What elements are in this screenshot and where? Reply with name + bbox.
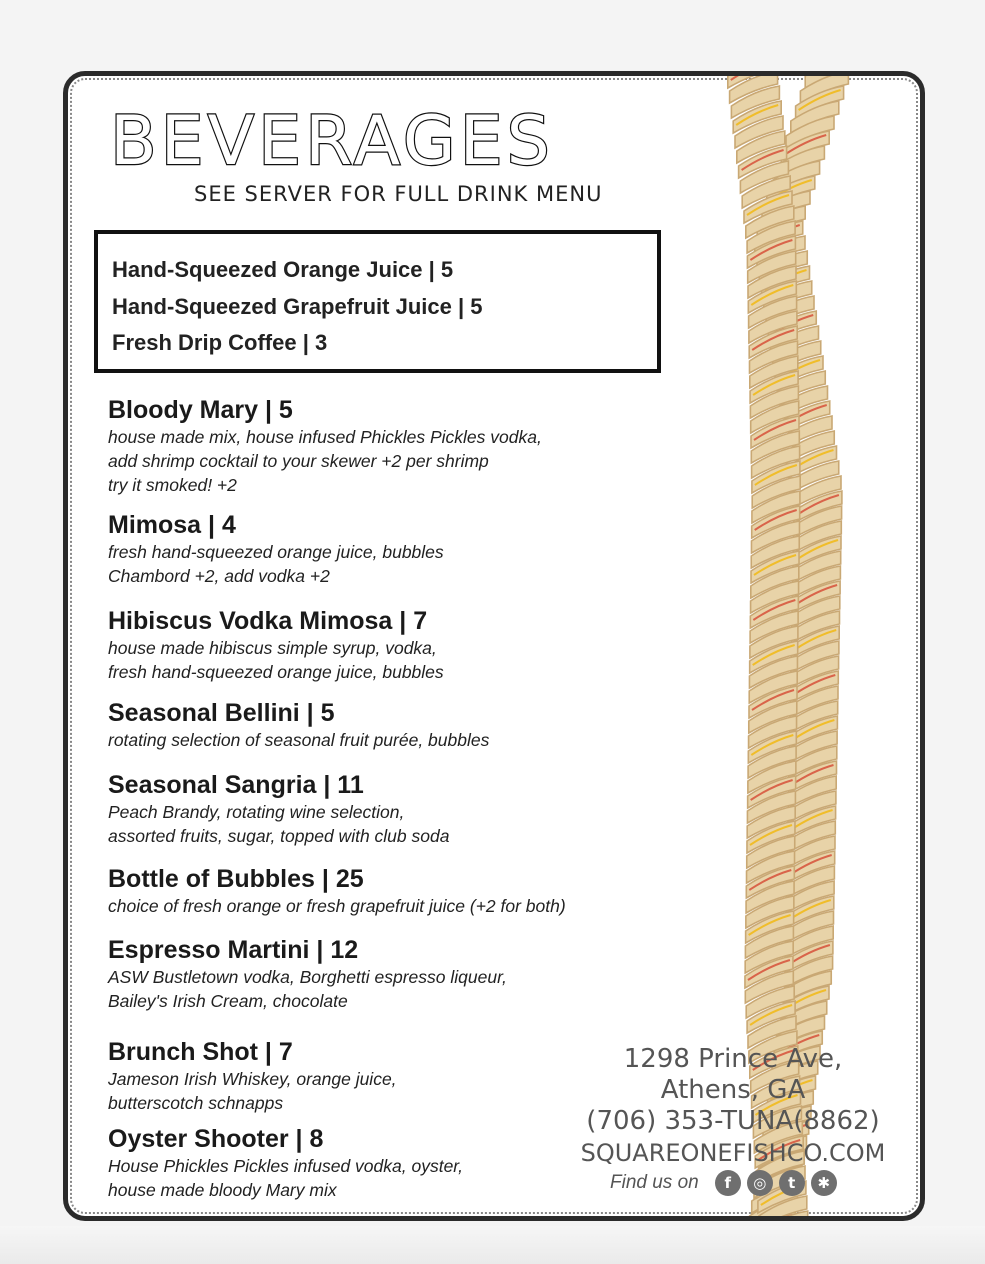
featured-item: Hand-Squeezed Orange Juice | 5 bbox=[112, 257, 454, 282]
website-link[interactable]: SQUAREONEFISHCO.COM bbox=[580, 1139, 886, 1167]
featured-item: Hand-Squeezed Grapefruit Juice | 5 bbox=[112, 293, 483, 319]
facebook-icon[interactable]: f bbox=[715, 1170, 741, 1196]
featured-box bbox=[94, 230, 661, 373]
item-name: Mimosa | 4 bbox=[108, 511, 236, 539]
item-desc: Peach Brandy, rotating wine selection, bbox=[108, 802, 405, 822]
page-title: BEVERAGES bbox=[110, 102, 554, 181]
find-us-label: Find us on bbox=[610, 1172, 699, 1193]
item-desc: add shrimp cocktail to your skewer +2 per shrimp bbox=[108, 451, 489, 471]
page-subtitle: SEE SERVER FOR FULL DRINK MENU bbox=[194, 182, 603, 206]
menu-item-brunch-shot bbox=[108, 1037, 397, 1115]
item-desc: House Phickles Pickles infused vodka, oyster, bbox=[108, 1156, 464, 1176]
item-name: Espresso Martini | 12 bbox=[108, 936, 359, 964]
item-desc: Chambord +2, add vodka +2 bbox=[108, 566, 330, 586]
menu-item-hibiscus-mimosa bbox=[108, 606, 444, 684]
address-street: 1298 Prince Ave, bbox=[623, 1044, 843, 1074]
featured-item: Fresh Drip Coffee | 3 bbox=[112, 330, 328, 355]
item-desc: house made mix, house infused Phickles Pickles vodka, bbox=[108, 427, 542, 447]
item-desc: fresh hand-squeezed orange juice, bubbles bbox=[108, 542, 444, 562]
instagram-icon[interactable]: ◎ bbox=[747, 1170, 773, 1196]
menu-item-seasonal-bellini bbox=[108, 698, 489, 752]
item-desc: ASW Bustletown vodka, Borghetti espresso liqueur, bbox=[108, 967, 507, 987]
item-desc: Jameson Irish Whiskey, orange juice, bbox=[108, 1069, 397, 1089]
page-bottom-edge bbox=[0, 1226, 985, 1264]
item-name: Seasonal Sangria | 11 bbox=[108, 771, 364, 799]
menu-item-seasonal-sangria bbox=[108, 770, 449, 848]
item-desc: house made bloody Mary mix bbox=[108, 1180, 337, 1200]
item-name: Bloody Mary | 5 bbox=[108, 396, 293, 424]
item-desc: rotating selection of seasonal fruit purée, bubbles bbox=[108, 730, 490, 750]
yelp-icon[interactable]: ✱ bbox=[811, 1170, 837, 1196]
phone-number[interactable]: (706) 353-TUNA(8862) bbox=[586, 1106, 880, 1136]
menu-card bbox=[63, 71, 925, 1221]
item-name: Hibiscus Vodka Mimosa | 7 bbox=[108, 607, 428, 635]
item-name: Bottle of Bubbles | 25 bbox=[108, 865, 364, 893]
item-name: Brunch Shot | 7 bbox=[108, 1038, 293, 1066]
item-desc: house made hibiscus simple syrup, vodka, bbox=[108, 638, 437, 658]
item-name: Oyster Shooter | 8 bbox=[108, 1125, 324, 1153]
contact-block bbox=[568, 1044, 898, 1169]
address-city: Athens, GA bbox=[660, 1075, 806, 1105]
item-desc: try it smoked! +2 bbox=[108, 475, 237, 495]
menu-item-bloody-mary bbox=[108, 395, 542, 497]
social-links bbox=[610, 1170, 843, 1196]
item-desc: assorted fruits, sugar, topped with club soda bbox=[108, 826, 450, 846]
item-desc: fresh hand-squeezed orange juice, bubbles bbox=[108, 662, 444, 682]
menu-item-bottle-of-bubbles bbox=[108, 864, 566, 918]
menu-item-espresso-martini bbox=[108, 935, 507, 1013]
item-desc: Bailey's Irish Cream, chocolate bbox=[108, 991, 348, 1011]
twitter-icon[interactable]: t bbox=[779, 1170, 805, 1196]
menu-item-oyster-shooter bbox=[108, 1124, 463, 1202]
item-name: Seasonal Bellini | 5 bbox=[108, 699, 335, 727]
item-desc: choice of fresh orange or fresh grapefruit juice (+2 for both) bbox=[108, 896, 566, 916]
menu-item-mimosa bbox=[108, 510, 444, 588]
item-desc: butterscotch schnapps bbox=[108, 1093, 284, 1113]
